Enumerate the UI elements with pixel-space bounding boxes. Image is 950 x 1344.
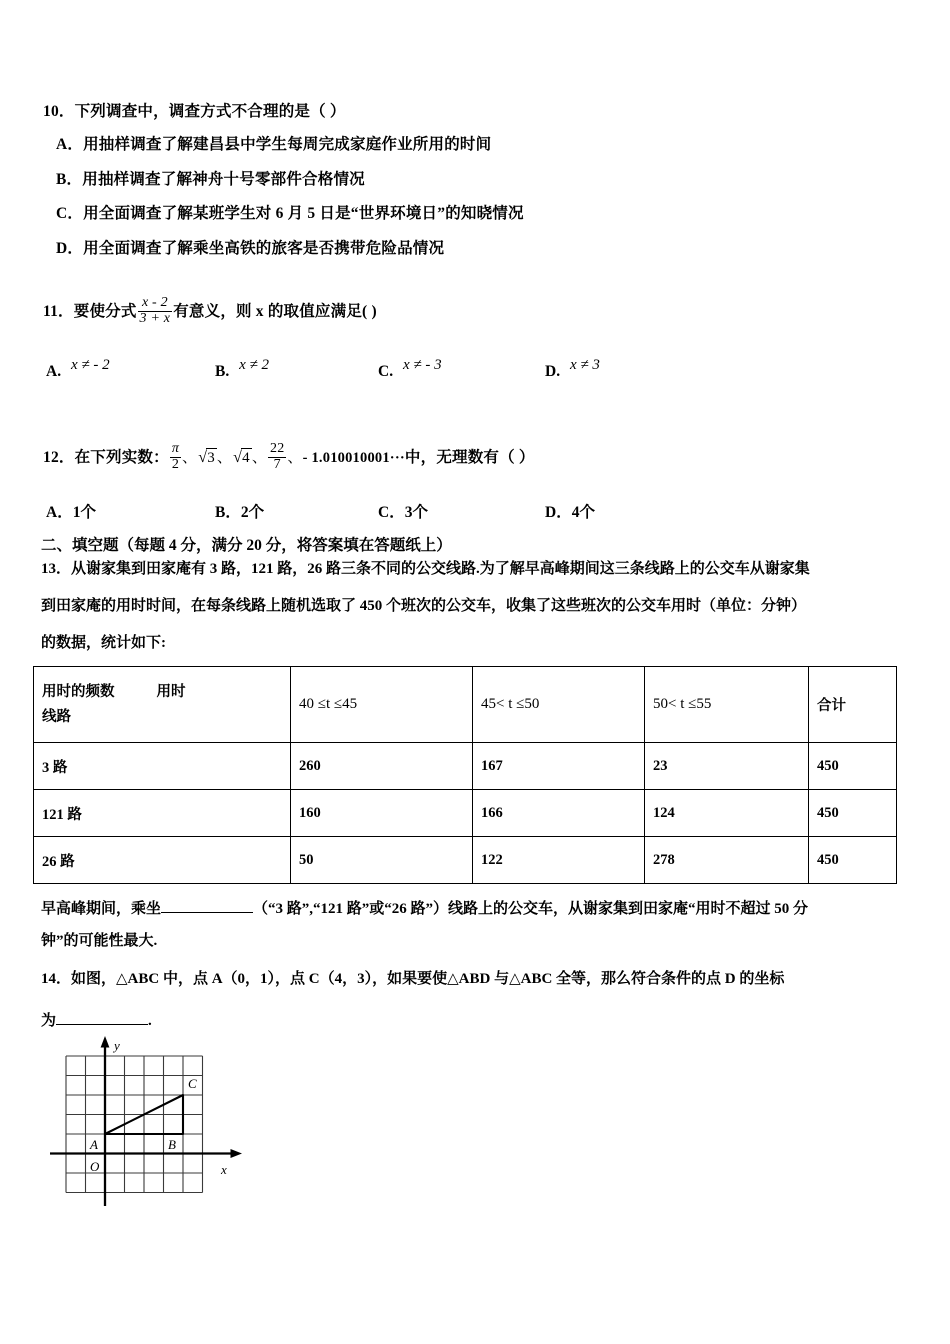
table-header-range-2: 45< t ≤50 — [473, 667, 645, 743]
question-13-answer-line-1 — [41, 897, 808, 917]
question-11-option-c-letter: C. — [378, 363, 394, 380]
question-14-answer-suffix: . — [148, 1013, 152, 1029]
point-label-c: C — [188, 1076, 197, 1091]
section-2-heading: 二、填空题（每题 4 分，满分 20 分，将答案填在答题纸上） — [41, 537, 452, 554]
table-row — [34, 837, 897, 884]
question-11-option-d-letter: D. — [545, 363, 561, 380]
table-cell-route: 26 路 — [34, 837, 291, 884]
y-axis-arrow — [101, 1036, 110, 1048]
table-cell-value: 124 — [645, 790, 809, 837]
question-11-stem — [43, 297, 377, 327]
separator-4: 、 — [287, 450, 303, 467]
question-12-option-a — [46, 500, 96, 522]
question-11-option-a — [46, 357, 110, 381]
question-12-option-b-letter: B． — [215, 504, 241, 521]
question-11-option-d — [545, 357, 600, 381]
question-14-figure — [46, 1034, 256, 1224]
origin-label: O — [90, 1159, 100, 1174]
question-11-option-a-letter: A. — [46, 363, 62, 380]
question-11-fraction — [138, 296, 173, 326]
question-12-option-d — [545, 500, 595, 522]
table-row — [34, 790, 897, 837]
separator-3: 、 — [251, 450, 268, 467]
question-13-answer-line-2: 钟”的可能性最大. — [41, 933, 158, 949]
question-10-stem: 10．下列调查中，调查方式不合理的是（ ） — [43, 103, 346, 120]
question-12-number-sqrt4 — [232, 448, 252, 468]
coordinate-grid-figure — [46, 1034, 256, 1224]
question-14-answer-prefix: 为 — [41, 1013, 57, 1029]
table-header-corner — [34, 667, 291, 743]
table-cell-route: 3 路 — [34, 743, 291, 790]
header-corner-freq-label: 用时的频数 — [42, 684, 115, 701]
sqrt4-radicand: 4 — [242, 450, 250, 467]
question-14-line-1: 14．如图，△ABC 中，点 A（0，1），点 C（4，3），如果要使△ABD 与△ABC 全等，那么符合条件的点 D 的坐标 — [41, 971, 785, 987]
question-10-option-a: A．用抽样调查了解建昌县中学生每周完成家庭作业所用的时间 — [56, 136, 492, 153]
sqrt3-sign: √ — [198, 449, 208, 467]
question-13-answer-suffix: （“3 路”,“121 路”或“26 路”）线路上的公交车，从谢家集到田家庵“用时不超过 50 分 — [253, 901, 809, 917]
question-12-option-c-letter: C． — [378, 504, 405, 521]
question-12-option-a-value: 1个 — [72, 504, 96, 521]
question-13-line-1: 13．从谢家集到田家庵有 3 路，121 路，26 路三条不同的公交线路.为了解早高峰期间这三条线路上的公交车从谢家集 — [41, 561, 810, 577]
question-11-tail: 有意义，则 x 的取值应满足( ) — [173, 303, 377, 321]
question-11-label: 11．要使分式 — [43, 303, 137, 321]
question-12-option-d-letter: D． — [545, 504, 572, 521]
table-cell-value: 50 — [291, 837, 473, 884]
point-label-b: B — [168, 1137, 176, 1152]
table-cell-value: 122 — [473, 837, 645, 884]
sqrt3-radicand: 3 — [207, 450, 215, 467]
header-corner-time-label: 用时 — [156, 684, 186, 701]
question-11-option-c — [378, 357, 442, 381]
question-12-option-c — [378, 500, 428, 522]
x-axis-label: x — [221, 1162, 227, 1177]
table-cell-value: 166 — [473, 790, 645, 837]
x-axis-arrow — [231, 1149, 243, 1158]
table-cell-total: 450 — [809, 743, 897, 790]
table-header-row — [34, 667, 897, 743]
table-cell-value: 160 — [291, 790, 473, 837]
header-corner-line-2: 线路 — [42, 709, 71, 725]
n22-over-7-denominator: 7 — [273, 456, 281, 472]
table-cell-value: 23 — [645, 743, 809, 790]
header-corner-line-1 — [42, 680, 282, 705]
question-14-answer-blank[interactable] — [56, 1009, 148, 1025]
y-axis-label: y — [114, 1038, 120, 1053]
table-cell-value: 278 — [645, 837, 809, 884]
question-12-number-22-over-7 — [268, 442, 286, 472]
question-12-number-decimal: - 1.010010001··· — [302, 450, 405, 467]
table-cell-total: 450 — [809, 837, 897, 884]
question-14-line-2 — [41, 1009, 152, 1029]
question-11-fraction-numerator: x - 2 — [138, 296, 173, 312]
pi-over-2-numerator: π — [171, 441, 180, 456]
question-12-stem — [43, 443, 535, 473]
question-12-option-c-value: 3个 — [404, 504, 428, 521]
question-11-option-b — [215, 357, 269, 381]
question-13-line-3: 的数据，统计如下: — [41, 635, 166, 651]
table-cell-value: 167 — [473, 743, 645, 790]
question-10-option-b: B．用抽样调查了解神舟十号零部件合格情况 — [56, 171, 365, 188]
pi-over-2-denominator: 2 — [171, 456, 180, 472]
table-header-range-1: 40 ≤t ≤45 — [291, 667, 473, 743]
question-12-option-b — [215, 500, 264, 522]
table-cell-total: 450 — [809, 790, 897, 837]
question-12-label: 12．在下列实数： — [43, 449, 169, 467]
point-label-a: A — [90, 1137, 98, 1152]
question-11-option-b-value: x ≠ 2 — [239, 357, 269, 373]
question-13-answer-blank[interactable] — [161, 897, 253, 913]
frequency-table — [33, 666, 897, 884]
separator-1: 、 — [182, 450, 198, 467]
question-12-option-a-letter: A． — [46, 504, 73, 521]
n22-over-7-numerator: 22 — [270, 441, 285, 456]
question-12-option-d-value: 4个 — [571, 504, 595, 521]
question-10-option-d: D．用全面调查了解乘坐高铁的旅客是否携带危险品情况 — [56, 240, 445, 257]
question-13-answer-prefix: 早高峰期间，乘坐 — [41, 901, 162, 917]
question-11-option-d-value: x ≠ 3 — [569, 357, 600, 373]
question-12-number-pi-over-2 — [170, 442, 181, 472]
question-11-option-c-value: x ≠ - 3 — [402, 357, 442, 373]
question-11-option-a-value: x ≠ - 2 — [70, 357, 110, 373]
question-12-tail: 中，无理数有（ ） — [404, 449, 535, 467]
question-11-fraction-denominator: 3 + x — [139, 310, 171, 326]
table-cell-route: 121 路 — [34, 790, 291, 837]
separator-2: 、 — [216, 450, 233, 467]
question-11-option-b-letter: B. — [215, 363, 230, 380]
question-10-option-c: C．用全面调查了解某班学生对 6 月 5 日是“世界环境日”的知晓情况 — [56, 205, 524, 222]
table-row — [34, 743, 897, 790]
table-header-range-3: 50< t ≤55 — [645, 667, 809, 743]
table-cell-value: 260 — [291, 743, 473, 790]
sqrt4-sign: √ — [233, 449, 243, 467]
question-13-line-2: 到田家庵的用时时间，在每条线路上随机选取了 450 个班次的公交车，收集了这些班次的公交车用时（单位：分钟） — [41, 598, 807, 614]
question-12-number-sqrt3 — [197, 448, 217, 468]
question-12-option-b-value: 2个 — [240, 504, 265, 521]
table-header-total: 合计 — [809, 667, 897, 743]
